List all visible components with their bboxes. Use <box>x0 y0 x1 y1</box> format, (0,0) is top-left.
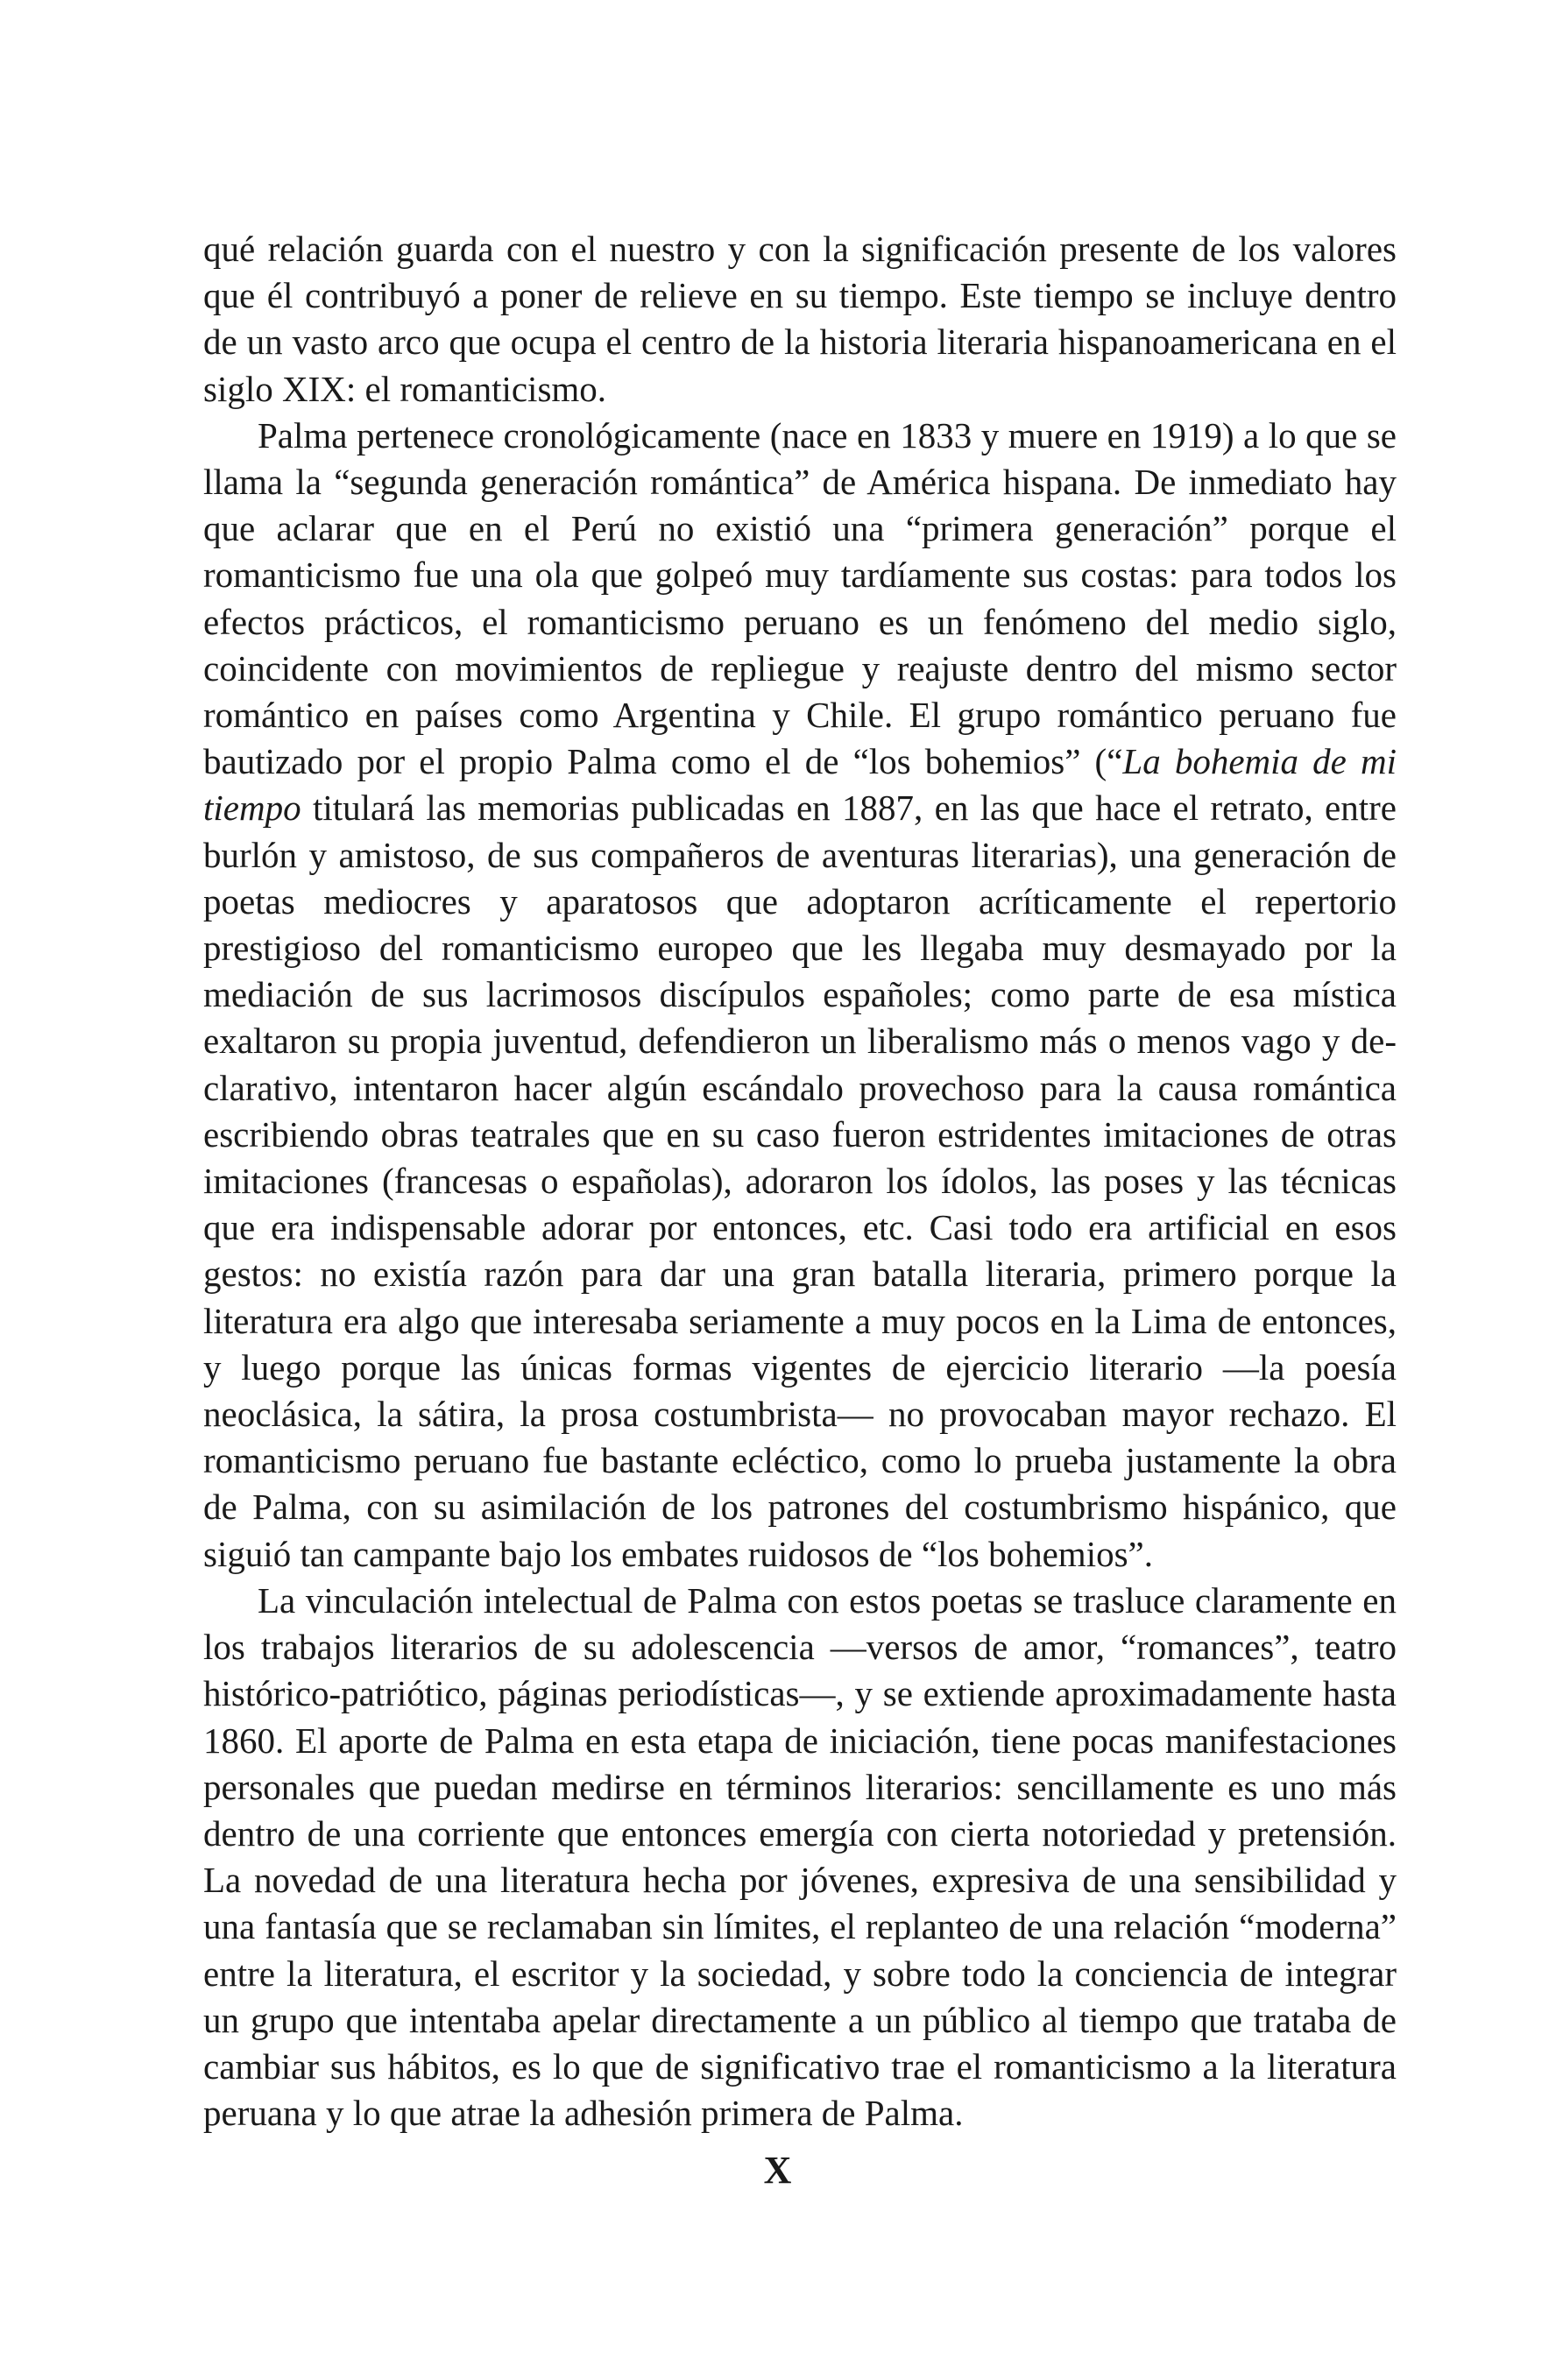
text-segment: Palma pertenece cronológicamente (nace en 1833 y muere en 1919) a lo que se llama la “segunda generación romántica” de América hispana. De inmediato hay que aclarar que en el Perú no existió una “primera generación” porque el romanticismo fue una ola que golpeó muy tardíamente sus costas: para todos los efectos prácticos, el romanticismo peruano es un fenómeno del medio siglo, coincidente con movimientos de repliegue y reajuste dentro del mismo sector romántico en países como Argentina y Chile. El grupo romántico peruano fue bautizado por el propio Palma como el de “los bohemios” (“ <box>203 414 1397 782</box>
text-segment: La vinculación intelectual de Palma con estos poetas se trasluce claramente en los trabajos literarios de su adolescencia —versos de amor, “romances”, teatro histórico-patriótico, páginas periodísticas—, y se extiende aproximadamente hasta 1860. El aporte de Palma en esta etapa de iniciación, tiene pocas manifestaciones personales que puedan medirse en términos literarios: sencillamente es uno más dentro de una corriente que entonces emergía con cierta notoriedad y pretensión. La novedad de una literatura hecha por jóvenes, expresiva de una sensibilidad y una fantasía que se reclamaban sin límites, el replanteo de una relación “moderna” entre la literatura, el escritor y la sociedad, y sobre todo la conciencia de integrar un grupo que intentaba apelar directamente a un público al tiempo que trataba de cambiar sus hábitos, es lo que de significativo trae el romanticismo a la literatura peruana y lo que atrae la adhesión primera de Palma. <box>203 1579 1397 2134</box>
book-title-italic: La bohemia de mi tiempo <box>203 741 1397 829</box>
paragraph <box>203 413 1397 1578</box>
body-text <box>203 226 1397 2136</box>
paragraph <box>203 226 1397 413</box>
text-segment: qué relación guarda con el nuestro y con la significación presente de los valores que él contribuyó a poner de relieve en su tiempo. Este tiempo se incluye dentro de un vasto arco que ocupa el centro de la historia literaria hispanoamericana en el siglo XIX: el romanticismo. <box>203 229 1397 409</box>
page-number: X <box>763 2149 793 2192</box>
paragraph <box>203 1578 1397 2136</box>
text-segment: titulará las memorias publicadas en 1887, en las que hace el retrato, entre burlón y amistoso, de sus compañeros de aventuras literarias), una generación de poetas mediocres y aparatosos que adoptaron acríticamente el repertorio prestigioso del romanticismo europeo que les llegaba muy desmayado por la mediación de sus lacrimosos discípulos españoles; como parte de esa mística exaltaron su propia juventud, defendieron un liberalismo más o menos vago y declarativo, intentaron hacer algún escándalo provechoso para la causa romántica escribiendo obras teatrales que en su caso fueron estridentes imitaciones de otras imitaciones (francesas o españolas), adoraron los ídolos, las poses y las técnicas que era indispensable adorar por entonces, etc. Casi todo era artificial en esos gestos: no existía razón para dar una gran batalla literaria, primero porque la literatura era algo que interesaba seriamente a muy pocos en la Lima de entonces, y luego porque las únicas formas vigentes de ejercicio literario —la poesía neoclásica, la sátira, la prosa costumbrista— no provocaban mayor rechazo. El romanticismo peruano fue bastante ecléctico, como lo prueba justamente la obra de Palma, con su asimilación de los patrones del costumbrismo hispánico, que siguió tan campante bajo los embates ruidosos de “los bohemios”. <box>203 787 1397 1574</box>
